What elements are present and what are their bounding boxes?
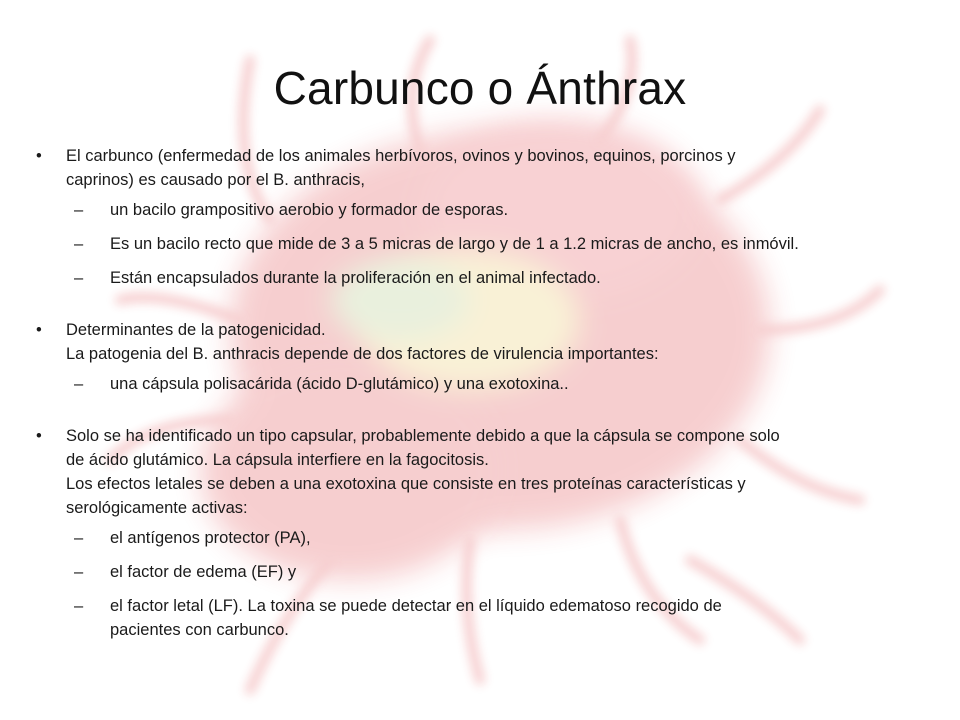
bullet-icon: • bbox=[36, 321, 42, 339]
bullet-icon: • bbox=[36, 147, 42, 165]
sub-bullet-text-line: Están encapsulados durante la proliferación en el animal infectado. bbox=[110, 269, 601, 287]
sub-bullet-item bbox=[36, 594, 916, 642]
dash-icon: – bbox=[74, 563, 84, 581]
sub-bullet-text-line: pacientes con carbunco. bbox=[110, 621, 289, 639]
sub-bullet-text-line: el factor de edema (EF) y bbox=[110, 563, 297, 581]
bullet-text-line: de ácido glutámico. La cápsula interfiere en la fagocitosis. bbox=[66, 451, 489, 469]
bullet-text-line: Los efectos letales se deben a una exotoxina que consiste en tres proteínas características y bbox=[66, 475, 746, 493]
sub-bullet-item bbox=[36, 372, 916, 396]
bullet-text-line: serológicamente activas: bbox=[66, 499, 248, 517]
sub-bullet-item bbox=[36, 526, 916, 550]
bullet-text-line: Solo se ha identificado un tipo capsular, probablemente debido a que la cápsula se compone solo bbox=[66, 427, 780, 445]
bullet-text-line: Determinantes de la patogenicidad. bbox=[66, 321, 326, 339]
dash-icon: – bbox=[74, 375, 84, 393]
sub-bullet-text-line: una cápsula polisacárida (ácido D-glutámico) y una exotoxina.. bbox=[110, 375, 569, 393]
sub-bullet-item bbox=[36, 266, 916, 290]
sub-bullet-item bbox=[36, 232, 916, 256]
sub-bullet-text-line: Es un bacilo recto que mide de 3 a 5 micras de largo y de 1 a 1.2 micras de ancho, es inmóvil. bbox=[110, 235, 799, 253]
sub-bullet-item bbox=[36, 198, 916, 222]
sub-bullet-text-line: el factor letal (LF). La toxina se puede detectar en el líquido edematoso recogido de bbox=[110, 597, 722, 615]
dash-icon: – bbox=[74, 269, 84, 287]
dash-icon: – bbox=[74, 597, 84, 615]
dash-icon: – bbox=[74, 529, 84, 547]
bullet-item bbox=[36, 144, 916, 192]
dash-icon: – bbox=[74, 235, 84, 253]
sub-bullet-item bbox=[36, 560, 916, 584]
bullet-text-line: caprinos) es causado por el B. anthracis, bbox=[66, 171, 365, 189]
bullet-item bbox=[36, 318, 916, 366]
bullet-icon: • bbox=[36, 427, 42, 445]
dash-icon: – bbox=[74, 201, 84, 219]
bullet-text-line: La patogenia del B. anthracis depende de dos factores de virulencia importantes: bbox=[66, 345, 659, 363]
sub-bullet-text-line: un bacilo grampositivo aerobio y formador de esporas. bbox=[110, 201, 509, 219]
slide-body bbox=[36, 144, 916, 642]
bullet-text-line: El carbunco (enfermedad de los animales herbívoros, ovinos y bovinos, equinos, porcinos y bbox=[66, 147, 736, 165]
slide-title: Carbunco o Ánthrax bbox=[273, 62, 687, 114]
sub-bullet-text-line: el antígenos protector (PA), bbox=[110, 529, 311, 547]
bullet-item bbox=[36, 424, 916, 520]
